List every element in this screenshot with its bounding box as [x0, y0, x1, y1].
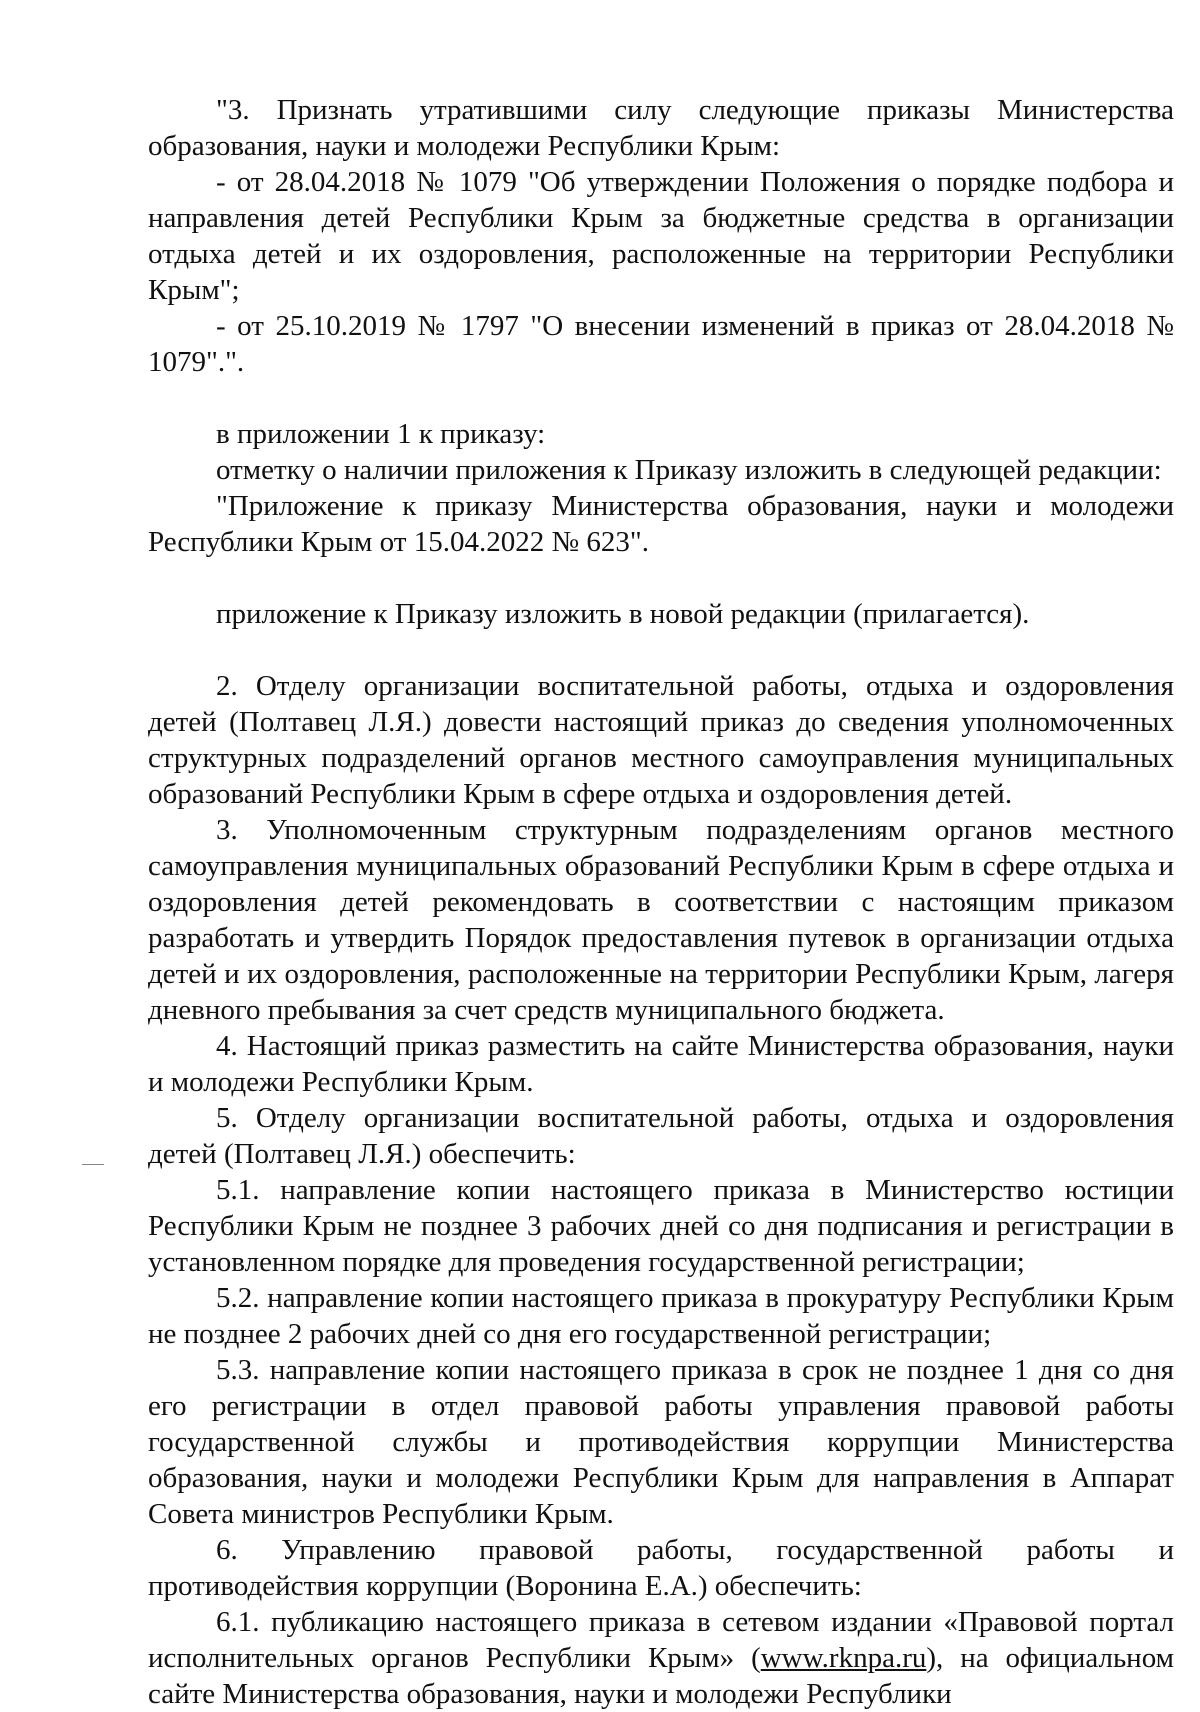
paragraph-5-1: 5.1. направление копии настоящего приказа в Министерство юстиции Республики Крым не позднее 3 рабочих дней со дня подписания и регистрации в установленном порядке для проведения государственной регистрации; — [148, 1174, 1174, 1278]
paragraph-2: 2. Отделу организации воспитательной работы, отдыха и оздоровления детей (Полтавец Л.Я.) довести настоящий приказ до сведения уполномоченных структурных подразделений органов местного самоуправления муниципальных образований Республики Крым в сфере отдыха и оздоровления детей. — [148, 670, 1174, 810]
paragraph-5-3: 5.3. направление копии настоящего приказа в срок не позднее 1 дня со дня его регистрации в отдел правовой работы управления правовой работы государственной службы и противодействия коррупции Министерства образования, науки и молодежи Республики Крым для направления в Аппарат Совета министров Республики Крым. — [148, 1354, 1174, 1530]
paragraph-6-1-start: 6.1. публикацию настоящего приказа в сетевом издании «Правовой портал исполнительных органов Республики Крым» ( — [148, 1606, 1174, 1674]
paragraph-5: 5. Отделу организации воспитательной работы, отдыха и оздоровления детей (Полтавец Л.Я.) обеспечить: — [148, 1102, 1174, 1170]
paragraph-annex-mark: отметку о наличии приложения к Приказу изложить в следующей редакции: — [216, 454, 1162, 486]
paragraph-6-1-end: ), на официальном сайте Министерства образования, науки и молодежи Республики — [148, 1642, 1174, 1710]
paragraph-annex-1: в приложении 1 к приказу: — [216, 418, 546, 450]
scan-margin-mark — [82, 1164, 104, 1165]
rknpa-link[interactable]: www.rknpa.ru — [760, 1642, 927, 1674]
paragraph-3: 3. Уполномоченным структурным подразделениям органов местного самоуправления муниципальных образований Республики Крым в сфере отдыха и оздоровления детей рекомендовать в соответствии с настоящим приказом разработать и утвердить Порядок предоставления путевок в организации отдыха детей и их оздоровления, расположенные на территории Республики Крым, лагеря дневного пребывания за счет средств муниципального бюджета. — [148, 814, 1174, 1026]
paragraph-3-repeal: "3. Признать утратившими силу следующие приказы Министерства образования, науки и молодежи Республики Крым: — [148, 94, 1174, 162]
spacer — [148, 380, 1174, 416]
paragraph-annex-mark-text: "Приложение к приказу Министерства образования, науки и молодежи Республики Крым от 15.04.2022 № 623". — [148, 490, 1174, 558]
document-body — [148, 92, 1174, 1712]
paragraph-4: 4. Настоящий приказ разместить на сайте Министерства образования, науки и молодежи Республики Крым. — [148, 1030, 1174, 1098]
paragraph-6: 6. Управлению правовой работы, государственной работы и противодействия коррупции (Воронина Е.А.) обеспечить: — [148, 1534, 1174, 1602]
paragraph-repeal-item-1797: - от 25.10.2019 № 1797 "О внесении изменений в приказ от 28.04.2018 № 1079".". — [148, 310, 1174, 378]
paragraph-repeal-item-1079: - от 28.04.2018 № 1079 "Об утверждении Положения о порядке подбора и направления детей Республики Крым за бюджетные средства в организации отдыха детей и их оздоровления, расположенные на территории Республики Крым"; — [148, 166, 1174, 306]
spacer — [148, 632, 1174, 668]
paragraph-5-2: 5.2. направление копии настоящего приказа в прокуратуру Республики Крым не позднее 2 рабочих дней со дня его государственной регистрации; — [148, 1282, 1174, 1350]
paragraph-6-1 — [148, 1604, 1174, 1712]
paragraph-annex-new-edition: приложение к Приказу изложить в новой редакции (прилагается). — [216, 598, 1030, 630]
spacer — [148, 560, 1174, 596]
